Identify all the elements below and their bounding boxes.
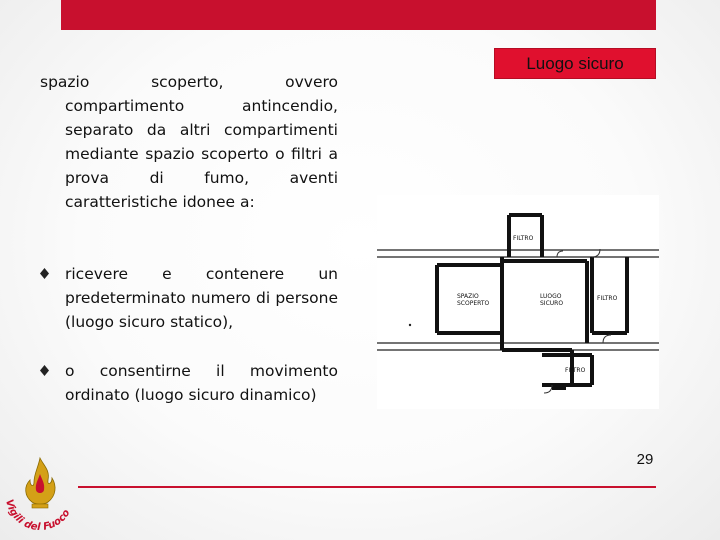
vigili-del-fuoco-logo (0, 452, 80, 540)
plan-label-filtro-bottom: FILTRO (565, 367, 586, 374)
intro-paragraph (40, 70, 338, 214)
intro-text: spazio scoperto, ovvero compartimento antincendio, separato da altri compartimenti mediante spazio scoperto o filtri a prova di fumo, aventi caratteristiche idonee a: (40, 73, 338, 211)
slide-title: Luogo sicuro (494, 48, 656, 79)
plan-label-filtro-right: FILTRO (597, 295, 618, 302)
plan-label-sicuro: SICURO (540, 300, 564, 307)
plan-label-filtro-top: FILTRO (513, 235, 534, 242)
bullet-text-2: o consentirne il movimento ordinato (luogo sicuro dinamico) (65, 362, 338, 404)
bullet-item-2 (40, 359, 338, 407)
bullet-text-1: ricevere e contenere un predeterminato numero di persone (luogo sicuro statico), (65, 265, 338, 331)
floor-plan-image (377, 195, 659, 409)
plan-label-luogo: LUOGO (540, 293, 562, 300)
svg-text:Vigili del Fuoco: Vigili del Fuoco (3, 498, 73, 534)
plan-label-spazio: SPAZIO (457, 293, 479, 300)
diamond-bullet-icon (40, 268, 49, 279)
diamond-bullet-icon (40, 365, 49, 376)
top-accent-bar (61, 0, 656, 30)
page-number: 29 (636, 451, 654, 468)
bottom-accent-rule (78, 486, 656, 488)
bullet-item-1 (40, 262, 338, 334)
plan-label-scoperto: SCOPERTO (457, 300, 490, 307)
